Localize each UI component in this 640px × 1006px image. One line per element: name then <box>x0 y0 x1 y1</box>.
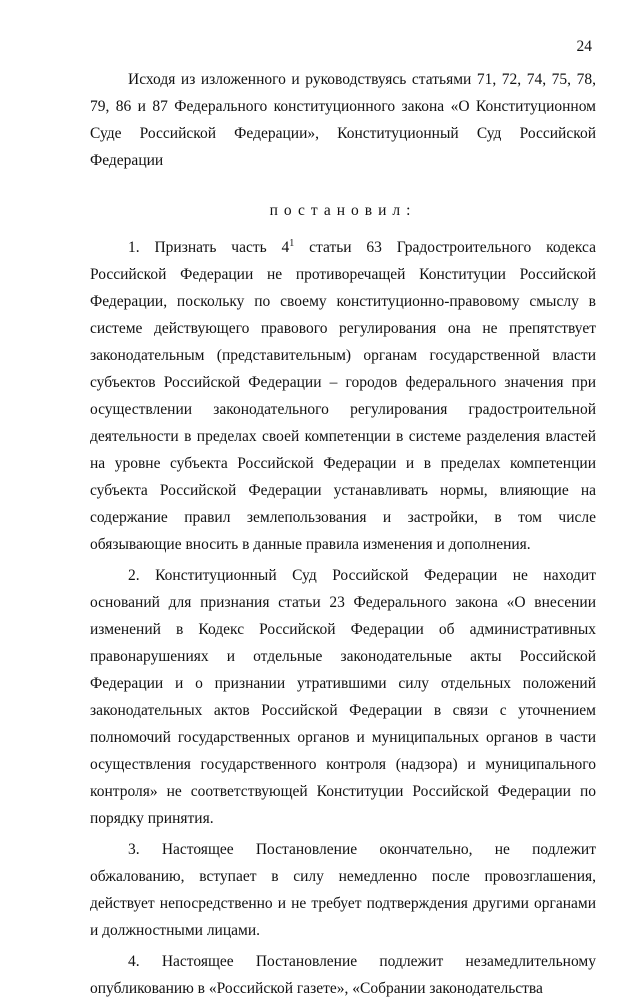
clause-4: 4. Настоящее Постановление подлежит незамедлительному опубликованию в «Российской газете», «Собрании законодательства <box>90 953 596 997</box>
document-body <box>90 66 596 1006</box>
clause-1 <box>90 234 596 558</box>
clause-3: 3. Настоящее Постановление окончательно, не подлежит обжалованию, вступает в силу немедленно после провозглашения, действует непосредственно и не требует подтверждения другими органами и должностными лицами. <box>90 841 596 939</box>
clause-1-rest: статьи 63 Градостроительного кодекса Российской Федерации не противоречащей Конституции Российской Федерации, поскольку по своему конституционно-правовому смыслу в системе действующего правового регулирования она не препятствует законодательным (представительным) органам государственной власти субъектов Российской Федерации – городов федерального значения при осуществлении законодательного регулирования градостроительной деятельности в пределах своей компетенции в системе разделения властей на уровне субъекта Российской Федерации и в пределах компетенции субъекта Российской Федерации устанавливать нормы, влияющие на содержание правил землепользования и застройки, в том числе обязывающие вносить в данные правила изменения и дополнения. <box>90 239 596 553</box>
clause-1-superscript: 1 <box>289 238 295 249</box>
intro-paragraph: Исходя из изложенного и руководствуясь статьями 71, 72, 74, 75, 78, 79, 86 и 87 Федерального конституционного закона «О Конституционном Суде Российской Федерации», Конституционный Суд Российской Федерации <box>90 71 596 169</box>
page-number: 24 <box>576 38 592 55</box>
clause-1-start: 1. Признать часть 4 <box>128 239 290 256</box>
clause-2: 2. Конституционный Суд Российской Федерации не находит оснований для признания статьи 23 Федерального закона «О внесении изменений в Кодекс Российской Федерации об административных правонарушениях и отдельные законодательные акты Российской Федерации и о признании утратившими силу отдельных положений законодательных актов Российской Федерации в связи с уточнением полномочий государственных органов и муниципальных органов в части осуществления государственного контроля (надзора) и муниципального контроля» не соответствующей Конституции Российской Федерации по порядку принятия. <box>90 567 596 827</box>
verdict-heading: постановил: <box>269 202 417 219</box>
